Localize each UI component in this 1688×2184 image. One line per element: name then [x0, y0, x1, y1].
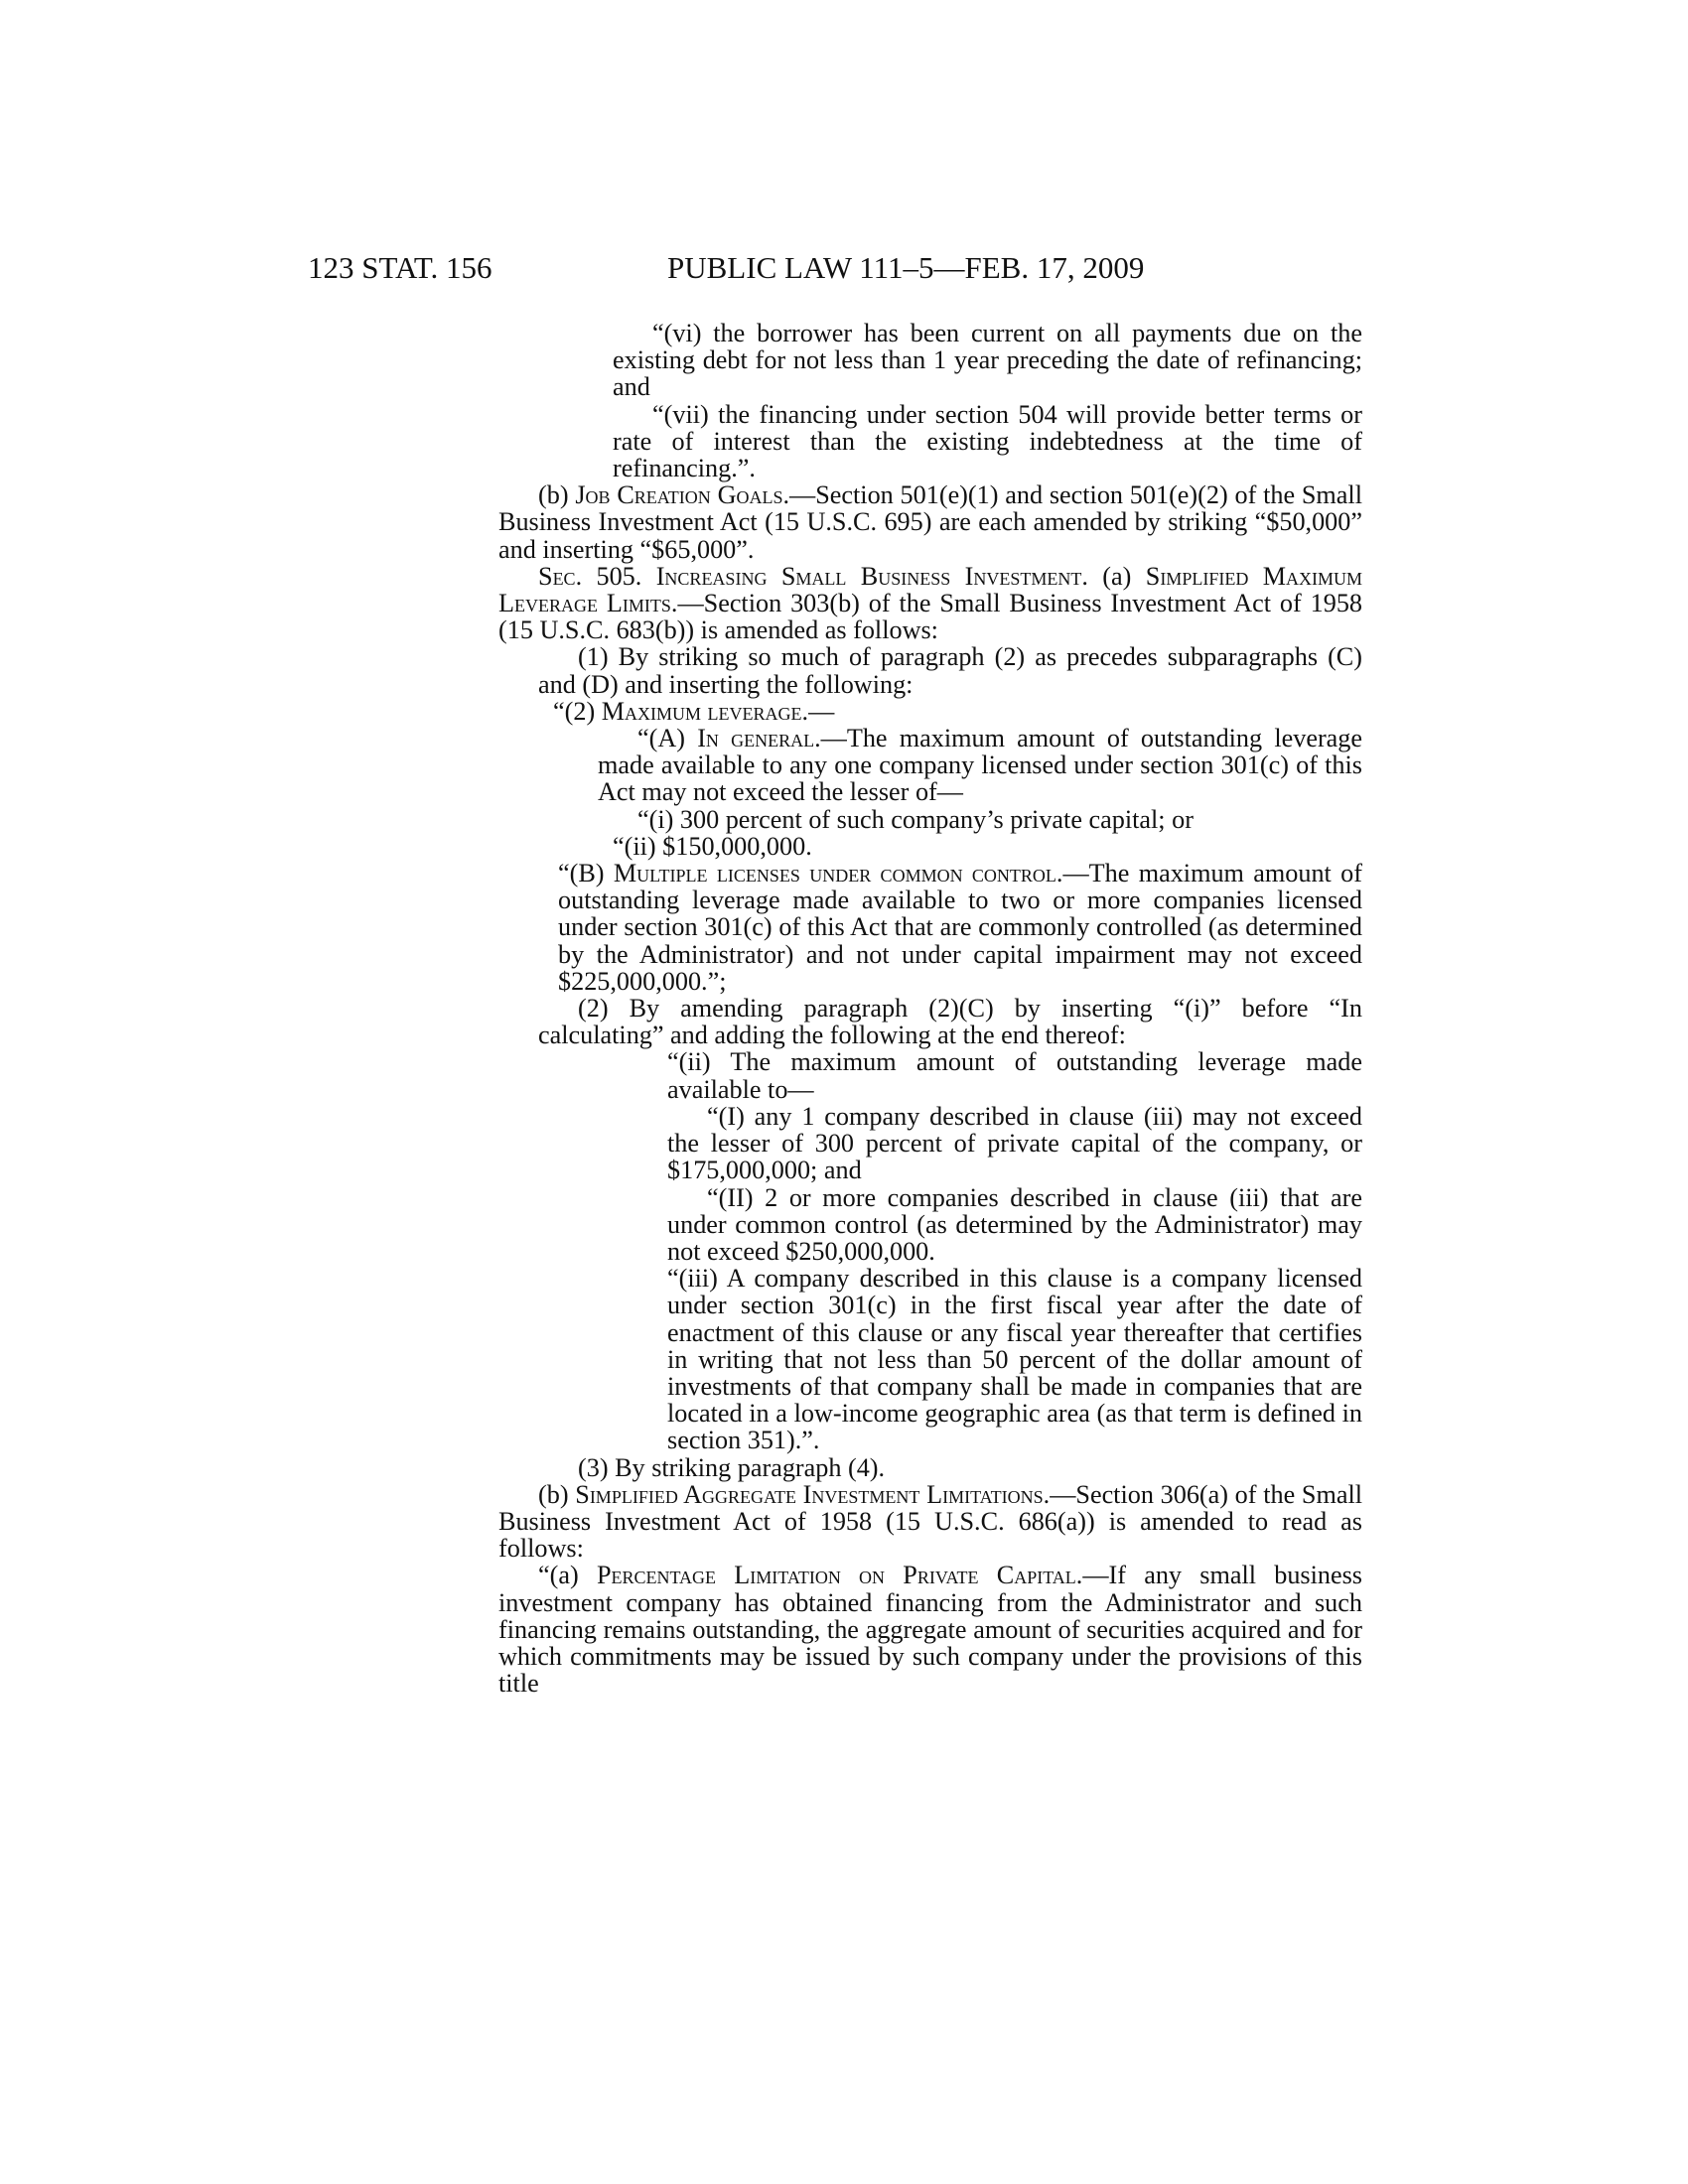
subsection-b-job-creation [498, 481, 1362, 563]
clause-ii-maximum: “(ii) The maximum amount of outstanding leverage made available to— [667, 1047, 1362, 1104]
subclause-II: “(II) 2 or more companies described in clause (iii) that are under common control (as determined by the Administrator) may not exceed $250,000,000. [667, 1182, 1362, 1266]
clause-ii: “(ii) $150,000,000. [613, 831, 812, 861]
section-heading: Sec. 505. Increasing Small Business Investment. [538, 561, 1088, 591]
subsection-heading: Simplified Maximum Leverage Limits [498, 561, 1362, 618]
subclause-I: “(I) any 1 company described in clause (iii) may not exceed the lesser of 300 percent of private capital of the company, or $175,000,000; and [667, 1101, 1362, 1185]
subsection-text: .—Section 501(e)(1) and section 501(e)(2) of the Small Business Investment Act (15 U.S.C. 695) are each amended by striking “$50,000” and inserting “$65,000”. [498, 480, 1362, 564]
subsection-heading: Percentage Limitation on Private Capital [596, 1561, 1076, 1590]
running-header [0, 248, 1688, 288]
paragraph-2-amending: (2) By amending paragraph (2)(C) by inserting “(i)” before “In calculating” and adding the following at the end thereof: [538, 994, 1362, 1050]
subsection-heading: Job Creation Goals [575, 480, 783, 510]
subsection-label: (b) [538, 1479, 576, 1509]
subparagraph-a-in-general [498, 725, 1362, 806]
paragraph-2-maximum-leverage [498, 698, 1362, 725]
subparagraph-text: .—The maximum amount of outstanding leverage made available to two or more companies licensed under section 301(c) of this Act that are commonly controlled (as determined by the Administrator) and not under capital impairment may not exceed $225,000,000.”; [558, 859, 1362, 996]
paragraph-text: .— [801, 696, 835, 726]
subparagraph-b-multiple-licenses [498, 860, 1362, 995]
subsection-label: (a) [1087, 561, 1146, 591]
subsection-text: .—If any small business investment company has obtained financing from the Administrator and such financing remains outstanding, the aggregate amount of securities acquired and for which commitments may be issued by such company under the provisions of this title [498, 1561, 1362, 1699]
subparagraph-text: .—The maximum amount of outstanding leverage made available to any one company licensed under section 301(c) of this Act may not exceed the lesser of— [598, 724, 1363, 807]
clause-i: “(i) 300 percent of such company’s private capital; or [637, 804, 1194, 834]
statute-text [498, 320, 1362, 1697]
clause-iii: “(iii) A company described in this clause is a company licensed under section 301(c) in the first fiscal year after the date of enactment of this clause or any fiscal year thereafter that certifies in writing that not less than 50 percent of the dollar amount of investments of that company shall be made in companies that are located in a low-income geographic area (as that term is defined in section 351).”. [667, 1264, 1362, 1455]
subsection-label: “(a) [538, 1561, 597, 1590]
clause-vii: “(vii) the financing under section 504 will provide better terms or rate of interest than the existing indebtedness at the time of refinancing.”. [613, 399, 1362, 483]
subparagraph-heading: Multiple licenses under common control [613, 859, 1056, 888]
subsection-a-percentage-limitation [498, 1562, 1362, 1697]
subsection-b-aggregate-limitations [498, 1481, 1362, 1563]
subsection-text: .—Section 306(a) of the Small Business Investment Act of 1958 (15 U.S.C. 686(a)) is amended to read as follows: [498, 1479, 1362, 1564]
subsection-heading: Simplified Aggregate Investment Limitations [575, 1479, 1044, 1509]
subsection-label: (b) [538, 480, 576, 510]
public-law-title: PUBLIC LAW 111–5—FEB. 17, 2009 [667, 250, 1145, 285]
paragraph-label: “(2) [553, 696, 602, 726]
paragraph-heading: Maximum leverage [601, 696, 802, 726]
section-505 [498, 563, 1362, 644]
subsection-text: .—Section 303(b) of the Small Business Investment Act of 1958 (15 U.S.C. 683(b)) is amended as follows: [498, 589, 1363, 645]
subparagraph-heading: In general [697, 724, 815, 753]
paragraph-1: (1) By striking so much of paragraph (2) as precedes subparagraphs (C) and (D) and inserting the following: [538, 642, 1362, 699]
stat-page-number: 123 STAT. 156 [308, 250, 492, 285]
clause-vi: “(vi) the borrower has been current on all payments due on the existing debt for not less than 1 year preceding the date of refinancing; and [613, 319, 1362, 402]
paragraph-3: (3) By striking paragraph (4). [578, 1452, 886, 1482]
subparagraph-label: “(A) [637, 724, 698, 753]
subparagraph-label: “(B) [558, 859, 614, 888]
